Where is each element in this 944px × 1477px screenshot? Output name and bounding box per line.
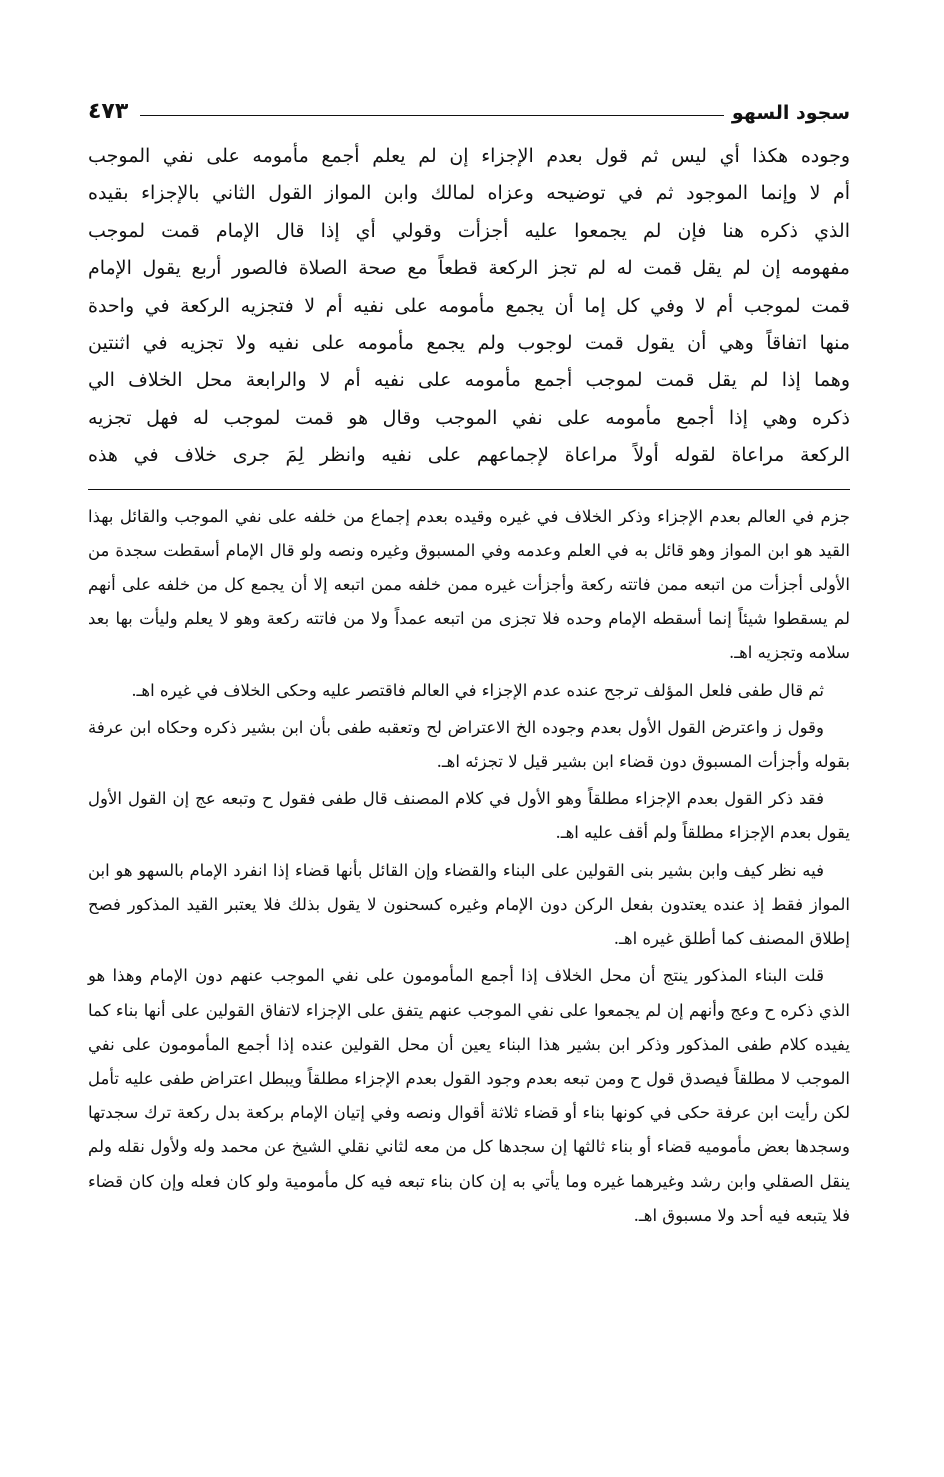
footnote-paragraph: جزم في العالم بعدم الإجزاء وذكر الخلاف في غيره وقيده بعدم إجماع من خلفه على نفي الموجب والقائل بهذا القيد هو ابن المواز وهو قائل به في العلم وعدمه وفي المسبوق وغيره ونصه ولو قال الإمام أسقطت سجدة من الأولى أجزأت من اتبعه ممن فاتته ركعة وأجزأت غيره ممن خلفه ممن اتبعه إلا أن يجمع كل من خلفه على أنهم لم يسقطوا شيئاً إنما أسقطه الإمام وحده فلا تجزى من اتبعه عمداً ولا من فاتته ركعة وهو لا يعلم وليأت بها بعد سلامه وتجزيه اهـ. <box>88 506 850 663</box>
footnote-paragraph: وقول ز واعترض القول الأول بعدم وجوده الخ الاعتراض لح وتعقبه طفى بأن ابن بشير ذكره وحكاه ابن عرفة بقوله وأجزأت المسبوق دون قضاء ابن بشير قيل لا تجزئه اهـ. <box>88 717 850 772</box>
running-header <box>88 84 850 124</box>
main-line: منها اتفاقاً وهي أن يقول قمت لوجوب ولم يجمع مأمومه على نفيه ولا تجزيه في اثنتين <box>88 332 850 355</box>
main-line: وجوده هكذا أي ليس ثم قول بعدم الإجزاء إن لم يعلم أجمع مأمومه على نفي الموجب <box>88 145 850 167</box>
book-page <box>88 84 850 1236</box>
page-number: ٤٧٣ <box>88 99 129 124</box>
main-text <box>88 138 850 475</box>
main-line: أم لا وإنما الموجود ثم في توضيحه وعزاه لمالك وابن المواز القول الثاني بالإجزاء بقيده <box>88 182 850 205</box>
chapter-title: سجود السهو <box>731 102 850 124</box>
footnotes <box>88 500 850 1233</box>
footnote-paragraph: فقد ذكر القول بعدم الإجزاء مطلقاً وهو الأول في كلام المصنف قال طفى فقول ح وتبعه عج إن القول الأول يقول بعدم الإجزاء مطلقاً ولم أقف عليه اهـ. <box>88 789 850 843</box>
main-line: قمت لموجب أم لا وفي كل إما أن يجمع مأمومه على نفيه أم لا فتجزيه الركعة في واحدة <box>88 294 850 317</box>
main-line: ذكره وهي إذا أجمع مأمومه على نفي الموجب وقال هو قمت لموجب له فهل تجزيه <box>88 406 850 429</box>
main-line: وهما إذا لم يقل قمت لموجب أجمع مأمومه على نفيه أم لا والرابعة محل الخلاف الي <box>88 369 850 392</box>
footnote-paragraph: فيه نظر كيف وابن بشير بنى القولين على البناء والقضاء وإن القائل بأنها قضاء إذا انفرد الإمام بالسهو هو ابن المواز فقط إذ عنده يعتدون بفعل الركن دون الإمام وغيره كسحنون لا يقول بذلك فلا يعتبر القيد المذكور فصح إطلاق المصنف كما أطلق غيره اهـ. <box>88 860 850 949</box>
footnote-divider <box>88 489 850 490</box>
footnote-paragraph: ثم قال طفى فلعل المؤلف ترجح عنده عدم الإجزاء في العالم فاقتصر عليه وحكى الخلاف في غيره اهـ. <box>131 680 824 700</box>
main-line: مفهومه إن لم يقل قمت له لم تجز الركعة قطعاً مع صحة الصلاة فالصور أربع يقول الإمام <box>88 257 850 280</box>
header-rule <box>140 115 724 116</box>
main-line: الركعة مراعاة لقوله أولاً مراعاة لإجماعهم على نفيه وانظر لِمَ جرى خلاف في هذه <box>88 444 850 467</box>
main-line: الذي ذكره هنا فإن لم يجمعوا عليه أجزأت وقولي أي إذا قال الإمام قمت لموجب <box>88 219 850 242</box>
footnote-paragraph: قلت البناء المذكور ينتج أن محل الخلاف إذا أجمع المأمومون على نفي الموجب عنهم دون الإمام وهذا هو الذي ذكره ح وعج وأنهم إن لم يجمعوا على نفي الموجب عنهم يتفق على الإجزاء لاتفاق القولين على أنها بناء كما يفيده كلام طفى المذكور وذكر ابن بشير هذا البناء يعين أن محل القولين عنده إذا أجمع المأمومون على نفي الموجب لا مطلقاً فيصدق قول ح ومن تبعه بعدم وجود القول بعدم الإجزاء مطلقاً ويبطل اعتراض طفى عليه تأمل لكن رأيت ابن عرفة حكى في كونها بناء أو قضاء ثلاثة أقوال ونصه وفي إتيان الإمام بركعة بدل ركعة ترك سجدتها وسجدها بعض مأموميه قضاء أو بناء ثالثها إن سجدها كل من معه لثاني نقلي الشيخ عن محمد وله ولأول نقله ولم ينقل الصقلي وابن رشد وغيرهما غيره وما يأتي به إن كان بناء تبعه فيه كل مأمومية ولو كان فعله وإن كان قضاء فلا يتبعه فيه أحد ولا مسبوق اهـ. <box>88 966 850 1225</box>
